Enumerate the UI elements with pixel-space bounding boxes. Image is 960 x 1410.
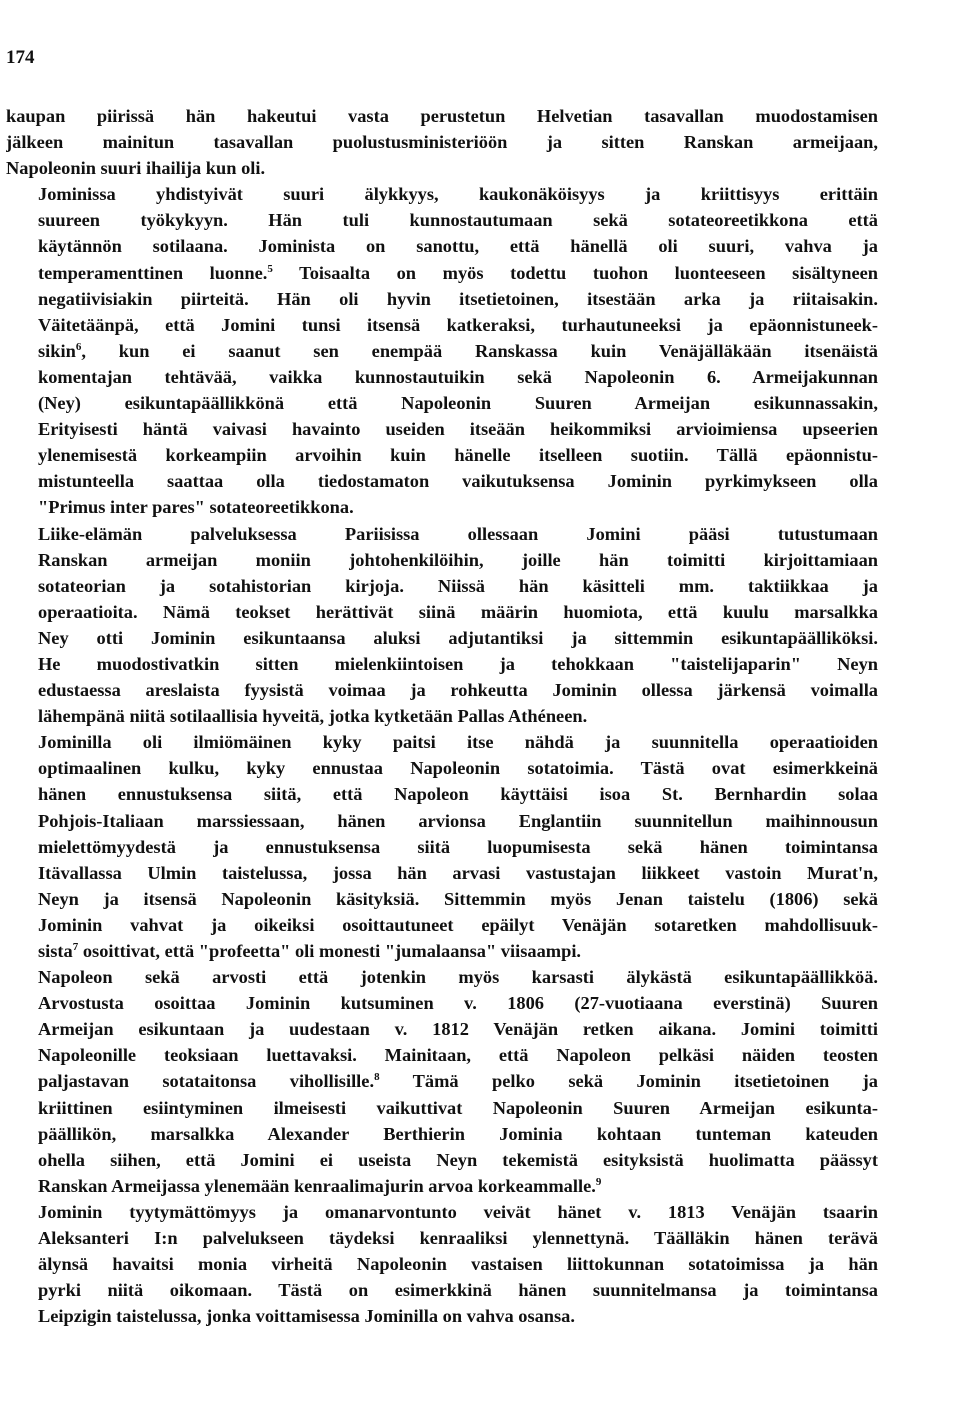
text-line	[6, 808, 878, 834]
text-line	[6, 1173, 878, 1199]
page-number: 174	[6, 47, 35, 68]
footnote-ref: 5	[267, 262, 273, 275]
text-line	[6, 755, 878, 781]
text-line	[6, 260, 878, 286]
text-line	[6, 416, 878, 442]
line-text: Jominin tyytymättömyys ja omanarvontunto veivät hänet v. 1813 Venäjän tsaarin	[38, 1201, 878, 1222]
line-text: suureen työkykyyn. Hän tuli kunnostautumaan sekä sotateoreetikkona että	[38, 210, 878, 231]
text-line	[6, 834, 878, 860]
line-text: Arvostusta osoittaa Jominin kutsuminen v. 1806 (27-vuotiaana everstinä) Suuren	[38, 993, 878, 1014]
line-text: Toisaalta on myös todettu tuohon luonteeseen sisältyneen	[272, 262, 878, 283]
line-text: lähempänä niitä sotilaallisia hyveitä, jotka kytketään Pallas Athéneen.	[38, 706, 588, 727]
text-line	[6, 312, 878, 338]
text-line	[6, 964, 878, 990]
text-line	[6, 677, 878, 703]
text-line	[6, 599, 878, 625]
line-text: Napoleonin suuri ihailija kun oli.	[6, 158, 266, 179]
text-line	[6, 703, 878, 729]
line-text: sista	[38, 941, 73, 961]
text-line	[6, 103, 878, 129]
text-line	[6, 442, 878, 468]
paragraph	[6, 729, 878, 964]
line-text: Leipzigin taistelussa, jonka voittamisessa Jominilla on vahva osansa.	[38, 1306, 575, 1327]
text-line	[6, 781, 878, 807]
line-text: sikin	[38, 340, 76, 361]
text-line	[6, 1068, 878, 1094]
line-text: Pohjois-Italiaan marssiessaan, hänen arvionsa Englantiin suunnitellun maihinnousun	[38, 810, 878, 831]
text-line	[6, 729, 878, 755]
line-text: Erityisesti häntä vaivasi havainto useiden itseään heikommiksi arvioimiensa upseerien	[38, 419, 878, 440]
line-text: hänen ennustuksensa siitä, että Napoleon käyttäisi isoa St. Bernhardin solaa	[38, 784, 878, 805]
line-text: "Primus inter pares" sotateoreetikkona.	[38, 497, 354, 518]
text-line	[6, 364, 878, 390]
text-line	[6, 129, 878, 155]
text-line	[6, 860, 878, 886]
line-text: negatiivisiakin piirteitä. Hän oli hyvin itsetietoinen, itsestään arka ja riitaisakin.	[38, 288, 878, 309]
paragraph	[6, 103, 878, 181]
text-line	[6, 1277, 878, 1303]
text-line	[6, 494, 878, 520]
text-line	[6, 912, 878, 938]
line-text: Jominilla oli ilmiömäinen kyky paitsi itse nähdä ja suunnitella operaatioiden	[38, 732, 878, 753]
line-text: edustaessa areslaista fyysistä voimaa ja rohkeutta Jominin ollessa järkensä voimalla	[38, 680, 878, 701]
line-text: Liike-elämän palveluksessa Pariisissa ollessaan Jomini pääsi tutustumaan	[38, 523, 878, 544]
paragraph	[6, 964, 878, 1199]
line-text: (Ney) esikuntapäällikkönä että Napoleonin Suuren Armeijan esikunnassakin,	[38, 393, 878, 414]
text-line	[6, 1251, 878, 1277]
line-text: Ranskan armeijan moniin johtohenkilöihin, joille hän toimitti kirjoittamiaan	[38, 549, 878, 570]
text-line	[6, 181, 878, 207]
line-text: mistunteella saattaa olla tiedostamaton vaikutuksensa Jominin pyrkimykseen olla	[38, 471, 878, 492]
body-text	[6, 103, 878, 1329]
line-text: Armeijan esikuntaan ja uudestaan v. 1812 Venäjän retken aikana. Jomini toimitti	[38, 1019, 878, 1040]
line-text: pyrki niitä oikomaan. Tästä on esimerkkinä hänen suunnitelmansa ja toimintansa	[38, 1280, 878, 1301]
line-text: Neyn ja itsensä Napoleonin käsityksiä. Sittemmin myös Jenan taistelu (1806) sekä	[38, 888, 878, 909]
footnote-ref: 7	[72, 941, 79, 953]
line-text: komentajan tehtävää, vaikka kunnostautuikin sekä Napoleonin 6. Armeijakunnan	[38, 366, 878, 387]
line-text: ylenemisestä korkeampiin arvoihin kuin hänelle itselleen suotiin. Tällä epäonnistu-	[38, 445, 878, 466]
line-text: päällikön, marsalkka Alexander Berthierin Jominia kohtaan tunteman kateuden	[38, 1123, 878, 1144]
text-line	[6, 338, 878, 364]
line-text: käytännön sotilaana. Jominista on sanottu, että hänellä oli suuri, vahva ja	[38, 236, 878, 257]
text-line	[6, 573, 878, 599]
line-text: Ney otti Jominin esikuntaansa aluksi adjutantiksi ja sittemmin esikuntapäälliköksi.	[38, 627, 878, 648]
line-text: operaatioita. Nämä teokset herättivät siinä määrin huomiota, että kuulu marsalkka	[38, 601, 878, 622]
footnote-ref: 9	[595, 1175, 602, 1188]
text-line	[6, 155, 878, 181]
footnote-ref: 8	[374, 1071, 380, 1084]
line-text: paljastavan sotataitonsa vihollisille.	[38, 1071, 375, 1092]
text-line	[6, 1225, 878, 1251]
text-line	[6, 286, 878, 312]
text-line	[6, 390, 878, 416]
text-line	[6, 233, 878, 259]
text-line	[6, 1042, 878, 1068]
line-text: kriittinen esiintyminen ilmeisesti vaikuttivat Napoleonin Suuren Armeijan esikunta-	[38, 1097, 878, 1118]
text-line	[6, 468, 878, 494]
line-text: kaupan piirissä hän hakeutui vasta perustetun Helvetian tasavallan muodostamisen	[6, 106, 878, 126]
line-text: älynsä havaitsi monia virheitä Napoleonin vastaisen liittokunnan sotatoimissa ja hän	[38, 1254, 878, 1275]
line-text: ohella siihen, että Jomini ei useista Neyn tekemistä esityksistä huolimatta päässyt	[38, 1149, 878, 1170]
paragraph	[6, 1199, 878, 1329]
footnote-ref: 6	[75, 340, 82, 353]
text-line	[6, 625, 878, 651]
text-line	[6, 1095, 878, 1121]
text-line	[6, 886, 878, 912]
line-text: Napoleon sekä arvosti että jotenkin myös karsasti älykästä esikuntapäällikköä.	[38, 967, 878, 988]
text-line	[6, 651, 878, 677]
text-line	[6, 1121, 878, 1147]
line-text: Tämä pelko sekä Jominin itsetietoinen ja	[379, 1071, 878, 1092]
line-text: Jominissa yhdistyivät suuri älykkyys, kaukonäköisyys ja kriittisyys erittäin	[38, 184, 878, 205]
line-text: , kun ei saanut sen enempää Ranskassa kuin Venäjälläkään itsenäistä	[81, 340, 878, 361]
text-line	[6, 207, 878, 233]
text-line	[6, 521, 878, 547]
text-line	[6, 938, 878, 964]
line-text: Aleksanteri I:n palvelukseen täydeksi kenraaliksi ylennettynä. Täälläkin hänen terävä	[38, 1228, 878, 1249]
paragraph	[6, 521, 878, 730]
text-line	[6, 1147, 878, 1173]
text-line	[6, 547, 878, 573]
paragraph	[6, 181, 878, 520]
text-line	[6, 1016, 878, 1042]
line-text: temperamenttinen luonne.	[38, 262, 268, 283]
line-text: jälkeen mainitun tasavallan puolustusministeriöön ja sitten Ranskan armeijaan,	[6, 132, 878, 153]
text-line	[6, 1199, 878, 1225]
line-text: Napoleonille teoksiaan luettavaksi. Mainitaan, että Napoleon pelkäsi näiden teosten	[38, 1045, 878, 1066]
line-text: He muodostivatkin sitten mielenkiintoisen ja tehokkaan "taistelijaparin" Neyn	[38, 653, 878, 674]
line-text: Jominin vahvat ja oikeiksi osoittautuneet epäilyt Venäjän sotaretken mahdollisuuk-	[38, 914, 878, 935]
line-text: Itävallassa Ulmin taistelussa, jossa hän arvasi vastustajan liikkeet vastoin Murat'n,	[38, 862, 878, 883]
text-line	[6, 990, 878, 1016]
line-text: sotateorian ja sotahistorian kirjoja. Niissä hän käsitteli mm. taktiikkaa ja	[38, 575, 878, 596]
line-text: osoittivat, että "profeetta" oli monesti "jumalaansa" viisaampi.	[78, 941, 582, 961]
line-text: mielettömyydestä ja ennustuksensa siitä luopumisesta sekä hänen toimintansa	[38, 836, 878, 857]
line-text: Ranskan Armeijassa ylenemään kenraalimajurin arvoa korkeammalle.	[38, 1175, 596, 1196]
line-text: optimaalinen kulku, kyky ennustaa Napoleonin sotatoimia. Tästä ovat esimerkkeinä	[38, 758, 878, 779]
text-line	[6, 1303, 878, 1329]
line-text: Väitetäänpä, että Jomini tunsi itsensä katkeraksi, turhautuneeksi ja epäonnistuneek-	[38, 314, 878, 335]
